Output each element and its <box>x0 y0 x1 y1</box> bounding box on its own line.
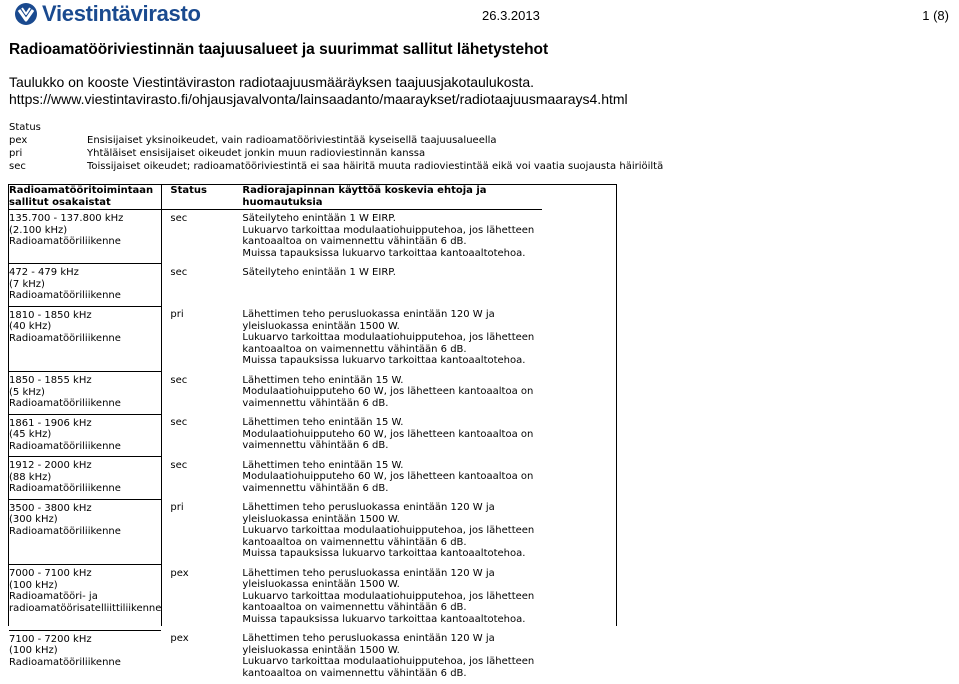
notes-cell <box>242 264 542 307</box>
note-line: kantoaaltoa on vaimennettu vähintään 6 dB. <box>242 602 467 613</box>
note-line: Muissa tapauksissa lukuarvo tarkoittaa kantoaaltotehoa. <box>242 355 526 366</box>
note-line: yleisluokassa enintään 1500 W. <box>242 644 400 656</box>
viestintavirasto-logo-icon <box>14 2 38 26</box>
notes-cell <box>242 306 542 372</box>
notes-cell <box>242 630 542 684</box>
column-header-band-line: Radioamatööritoimintaan <box>9 185 154 196</box>
note-line: Säteilyteho enintään 1 W EIRP. <box>242 213 396 224</box>
band-line: (2.100 kHz) <box>9 224 68 236</box>
band-cell <box>9 457 161 500</box>
band-line: Radioamatööriliikenne <box>9 236 121 247</box>
legend-key: pri <box>9 147 23 159</box>
legend-item <box>9 135 663 148</box>
page-title: Radioamatööriviestinnän taajuusalueet ja suurimmat sallitut lähetystehot <box>9 41 549 58</box>
table-row <box>9 306 542 372</box>
table-row <box>9 630 542 684</box>
logo-text: Viestintävirasto <box>42 1 201 26</box>
band-line: 1861 - 1906 kHz <box>9 417 92 429</box>
legend-text: Ensisijaiset yksinoikeudet, vain radioamatööriviestintää kyseisellä taajuusalueella <box>87 134 497 146</box>
status-cell: sec <box>170 374 188 386</box>
column-header-notes: Radiorajapinnan käyttöä koskevia ehtoja ja huomautuksia <box>242 185 542 210</box>
note-line: Lähettimen teho perusluokassa enintään 120 W ja <box>242 309 495 320</box>
band-line: radioamatöörisatelliittiliikenne <box>9 602 162 614</box>
note-line: kantoaaltoa on vaimennettu vähintään 6 dB. <box>242 343 467 355</box>
status-cell: pri <box>170 309 184 320</box>
band-line: (40 kHz) <box>9 321 52 332</box>
status-cell: sec <box>170 459 188 471</box>
band-line: 3500 - 3800 kHz <box>9 502 92 514</box>
band-line: 1912 - 2000 kHz <box>9 460 92 471</box>
legend-text: Toissijaiset oikeudet; radioamatööriviestintä ei saa häiritä muuta radioviestintää eikä voi vaatia suojausta häiriöiltä <box>87 160 664 172</box>
band-line: 135.700 - 137.800 kHz <box>9 213 124 224</box>
legend-text: Yhtäläiset ensisijaiset oikeudet jonkin muun radioviestinnän kanssa <box>87 147 426 159</box>
intro-link[interactable]: https://www.viestintavirasto.fi/ohjausjavalvonta/lainsaadanto/maaraykset/radiotaajuusmaarays4.html <box>9 91 628 107</box>
table-row <box>9 210 542 264</box>
band-line: 472 - 479 kHz <box>9 267 79 278</box>
band-cell <box>9 210 161 264</box>
band-cell <box>9 499 161 565</box>
band-line: (300 kHz) <box>9 514 58 525</box>
note-line: kantoaaltoa on vaimennettu vähintään 6 dB. <box>242 236 467 247</box>
band-line: Radioamatööriliikenne <box>9 483 121 494</box>
note-line: yleisluokassa enintään 1500 W. <box>242 513 400 525</box>
note-line: Modulaatiohuipputeho 60 W, jos lähetteen kantoaaltoa on <box>242 471 534 482</box>
status-cell: pex <box>170 567 189 579</box>
table-row <box>9 372 542 415</box>
note-line: Lähettimen teho perusluokassa enintään 120 W ja <box>242 502 495 513</box>
band-line: 7100 - 7200 kHz <box>9 633 92 645</box>
table-row <box>9 565 542 631</box>
note-line: Lukuarvo tarkoittaa modulaatiohuipputehoa, jos lähetteen <box>242 590 535 602</box>
band-line: (5 kHz) <box>9 386 45 398</box>
legend-heading: Status <box>9 122 41 133</box>
note-line: Muissa tapauksissa lukuarvo tarkoittaa kantoaaltotehoa. <box>242 613 526 625</box>
band-cell <box>9 264 161 307</box>
column-header-band <box>9 185 161 210</box>
legend-key: sec <box>9 160 26 172</box>
status-cell: sec <box>170 213 188 224</box>
status-cell: pri <box>170 502 184 513</box>
table-row <box>9 264 542 307</box>
status-cell: sec <box>170 417 188 428</box>
band-line: (45 kHz) <box>9 429 52 440</box>
band-line: 1850 - 1855 kHz <box>9 375 92 386</box>
status-legend <box>9 122 663 174</box>
notes-cell <box>242 565 542 631</box>
notes-cell <box>242 414 542 457</box>
table-row <box>9 499 542 565</box>
frequency-table <box>9 185 542 684</box>
band-line: Radioamatööriliikenne <box>9 525 121 537</box>
column-header-band-line: sallitut osakaistat <box>9 196 111 208</box>
logo <box>14 1 201 27</box>
page-number: 1 (8) <box>922 8 949 23</box>
note-line: Lähettimen teho perusluokassa enintään 120 W ja <box>242 567 495 579</box>
notes-cell <box>242 210 542 264</box>
notes-cell <box>242 457 542 500</box>
band-cell <box>9 414 161 457</box>
band-line: Radioamatööriliikenne <box>9 656 121 668</box>
band-line: Radioamatööriliikenne <box>9 440 121 452</box>
column-header-status: Status <box>161 185 242 210</box>
document-date: 26.3.2013 <box>482 8 540 23</box>
page-header <box>0 0 959 30</box>
note-line: Lukuarvo tarkoittaa modulaatiohuipputehoa, jos lähetteen <box>242 332 535 343</box>
intro-text <box>9 74 628 108</box>
note-line: kantoaaltoa on vaimennettu vähintään 6 dB. <box>242 667 467 679</box>
table-column-divider <box>161 184 162 626</box>
band-line: Radioamatööriliikenne <box>9 398 121 409</box>
band-line: 1810 - 1850 kHz <box>9 309 92 321</box>
note-line: Modulaatiohuipputeho 60 W, jos lähetteen kantoaaltoa on <box>242 386 534 397</box>
band-cell <box>9 306 161 372</box>
note-line: Säteilyteho enintään 1 W EIRP. <box>242 266 396 278</box>
table-header-row <box>9 185 542 210</box>
note-line: Lähettimen teho enintään 15 W. <box>242 417 404 428</box>
band-line: (100 kHz) <box>9 579 58 591</box>
note-line: Lähettimen teho enintään 15 W. <box>242 374 404 386</box>
band-cell <box>9 372 161 415</box>
note-line: Lukuarvo tarkoittaa modulaatiohuipputehoa, jos lähetteen <box>242 525 535 536</box>
legend-key: pex <box>9 134 28 146</box>
legend-item <box>9 161 663 174</box>
table-row <box>9 414 542 457</box>
table-row <box>9 457 542 500</box>
band-line: (88 kHz) <box>9 471 52 483</box>
legend-item <box>9 148 663 161</box>
status-cell: pex <box>170 633 189 644</box>
note-line: Muissa tapauksissa lukuarvo tarkoittaa kantoaaltotehoa. <box>242 548 526 559</box>
band-line: (100 kHz) <box>9 645 58 656</box>
note-line: kantoaaltoa on vaimennettu vähintään 6 dB. <box>242 536 467 548</box>
note-line: vaimennettu vähintään 6 dB. <box>242 440 389 451</box>
status-cell: sec <box>170 266 188 278</box>
note-line: vaimennettu vähintään 6 dB. <box>242 397 389 409</box>
note-line: Lähettimen teho enintään 15 W. <box>242 459 404 471</box>
band-cell <box>9 630 161 684</box>
band-line: Radioamatööriliikenne <box>9 290 121 301</box>
note-line: Lähettimen teho perusluokassa enintään 120 W ja <box>242 633 495 644</box>
band-line: 7000 - 7100 kHz <box>9 568 92 579</box>
notes-cell <box>242 372 542 415</box>
notes-cell <box>242 499 542 565</box>
note-line: Lukuarvo tarkoittaa modulaatiohuipputehoa, jos lähetteen <box>242 656 535 667</box>
band-cell <box>9 565 161 631</box>
note-line: Muissa tapauksissa lukuarvo tarkoittaa kantoaaltotehoa. <box>242 247 526 259</box>
band-line: Radioamatööri- ja <box>9 591 98 602</box>
band-line: (7 kHz) <box>9 278 45 290</box>
note-line: Modulaatiohuipputeho 60 W, jos lähetteen kantoaaltoa on <box>242 428 534 440</box>
note-line: yleisluokassa enintään 1500 W. <box>242 320 400 332</box>
note-line: Lukuarvo tarkoittaa modulaatiohuipputehoa, jos lähetteen <box>242 224 535 236</box>
band-line: Radioamatööriliikenne <box>9 332 121 344</box>
note-line: yleisluokassa enintään 1500 W. <box>242 579 400 590</box>
intro-line: Taulukko on kooste Viestintäviraston radiotaajuusmääräyksen taajuusjakotaulukosta. <box>9 74 535 90</box>
note-line: vaimennettu vähintään 6 dB. <box>242 482 389 494</box>
